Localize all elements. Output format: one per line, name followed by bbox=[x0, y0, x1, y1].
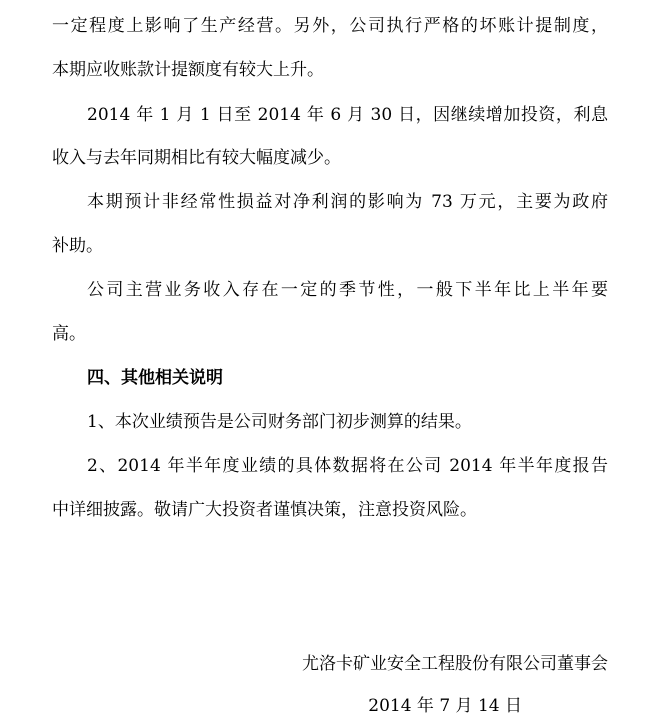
paragraph-2-line-1: 2014 年 1 月 1 日至 2014 年 6 月 30 日，因继续增加投资，利息 bbox=[87, 105, 608, 125]
paragraph-4-line-1: 公司主营业务收入存在一定的季节性，一般下半年比上半年要 bbox=[87, 280, 608, 300]
note-1: 1、本次业绩预告是公司财务部门初步测算的结果。 bbox=[87, 412, 472, 432]
note-2-line-1: 2、2014 年半年度业绩的具体数据将在公司 2014 年半年度报告 bbox=[87, 456, 608, 476]
paragraph-1-line-2: 本期应收账款计提额度有较大上升。 bbox=[52, 60, 324, 80]
section-heading: 四、其他相关说明 bbox=[87, 368, 223, 388]
paragraph-3-line-2: 补助。 bbox=[52, 236, 103, 256]
paragraph-4-line-2: 高。 bbox=[52, 324, 86, 344]
signature-company: 尤洛卡矿业安全工程股份有限公司董事会 bbox=[302, 654, 608, 674]
note-2-line-2: 中详细披露。敬请广大投资者谨慎决策，注意投资风险。 bbox=[52, 500, 477, 520]
paragraph-3-line-1: 本期预计非经常性损益对净利润的影响为 73 万元，主要为政府 bbox=[87, 192, 608, 212]
paragraph-1-line-1: 一定程度上影响了生产经营。另外，公司执行严格的坏账计提制度， bbox=[52, 16, 608, 36]
paragraph-2-line-2: 收入与去年同期相比有较大幅度减少。 bbox=[52, 148, 341, 168]
signature-date: 2014 年 7 月 14 日 bbox=[368, 696, 522, 716]
